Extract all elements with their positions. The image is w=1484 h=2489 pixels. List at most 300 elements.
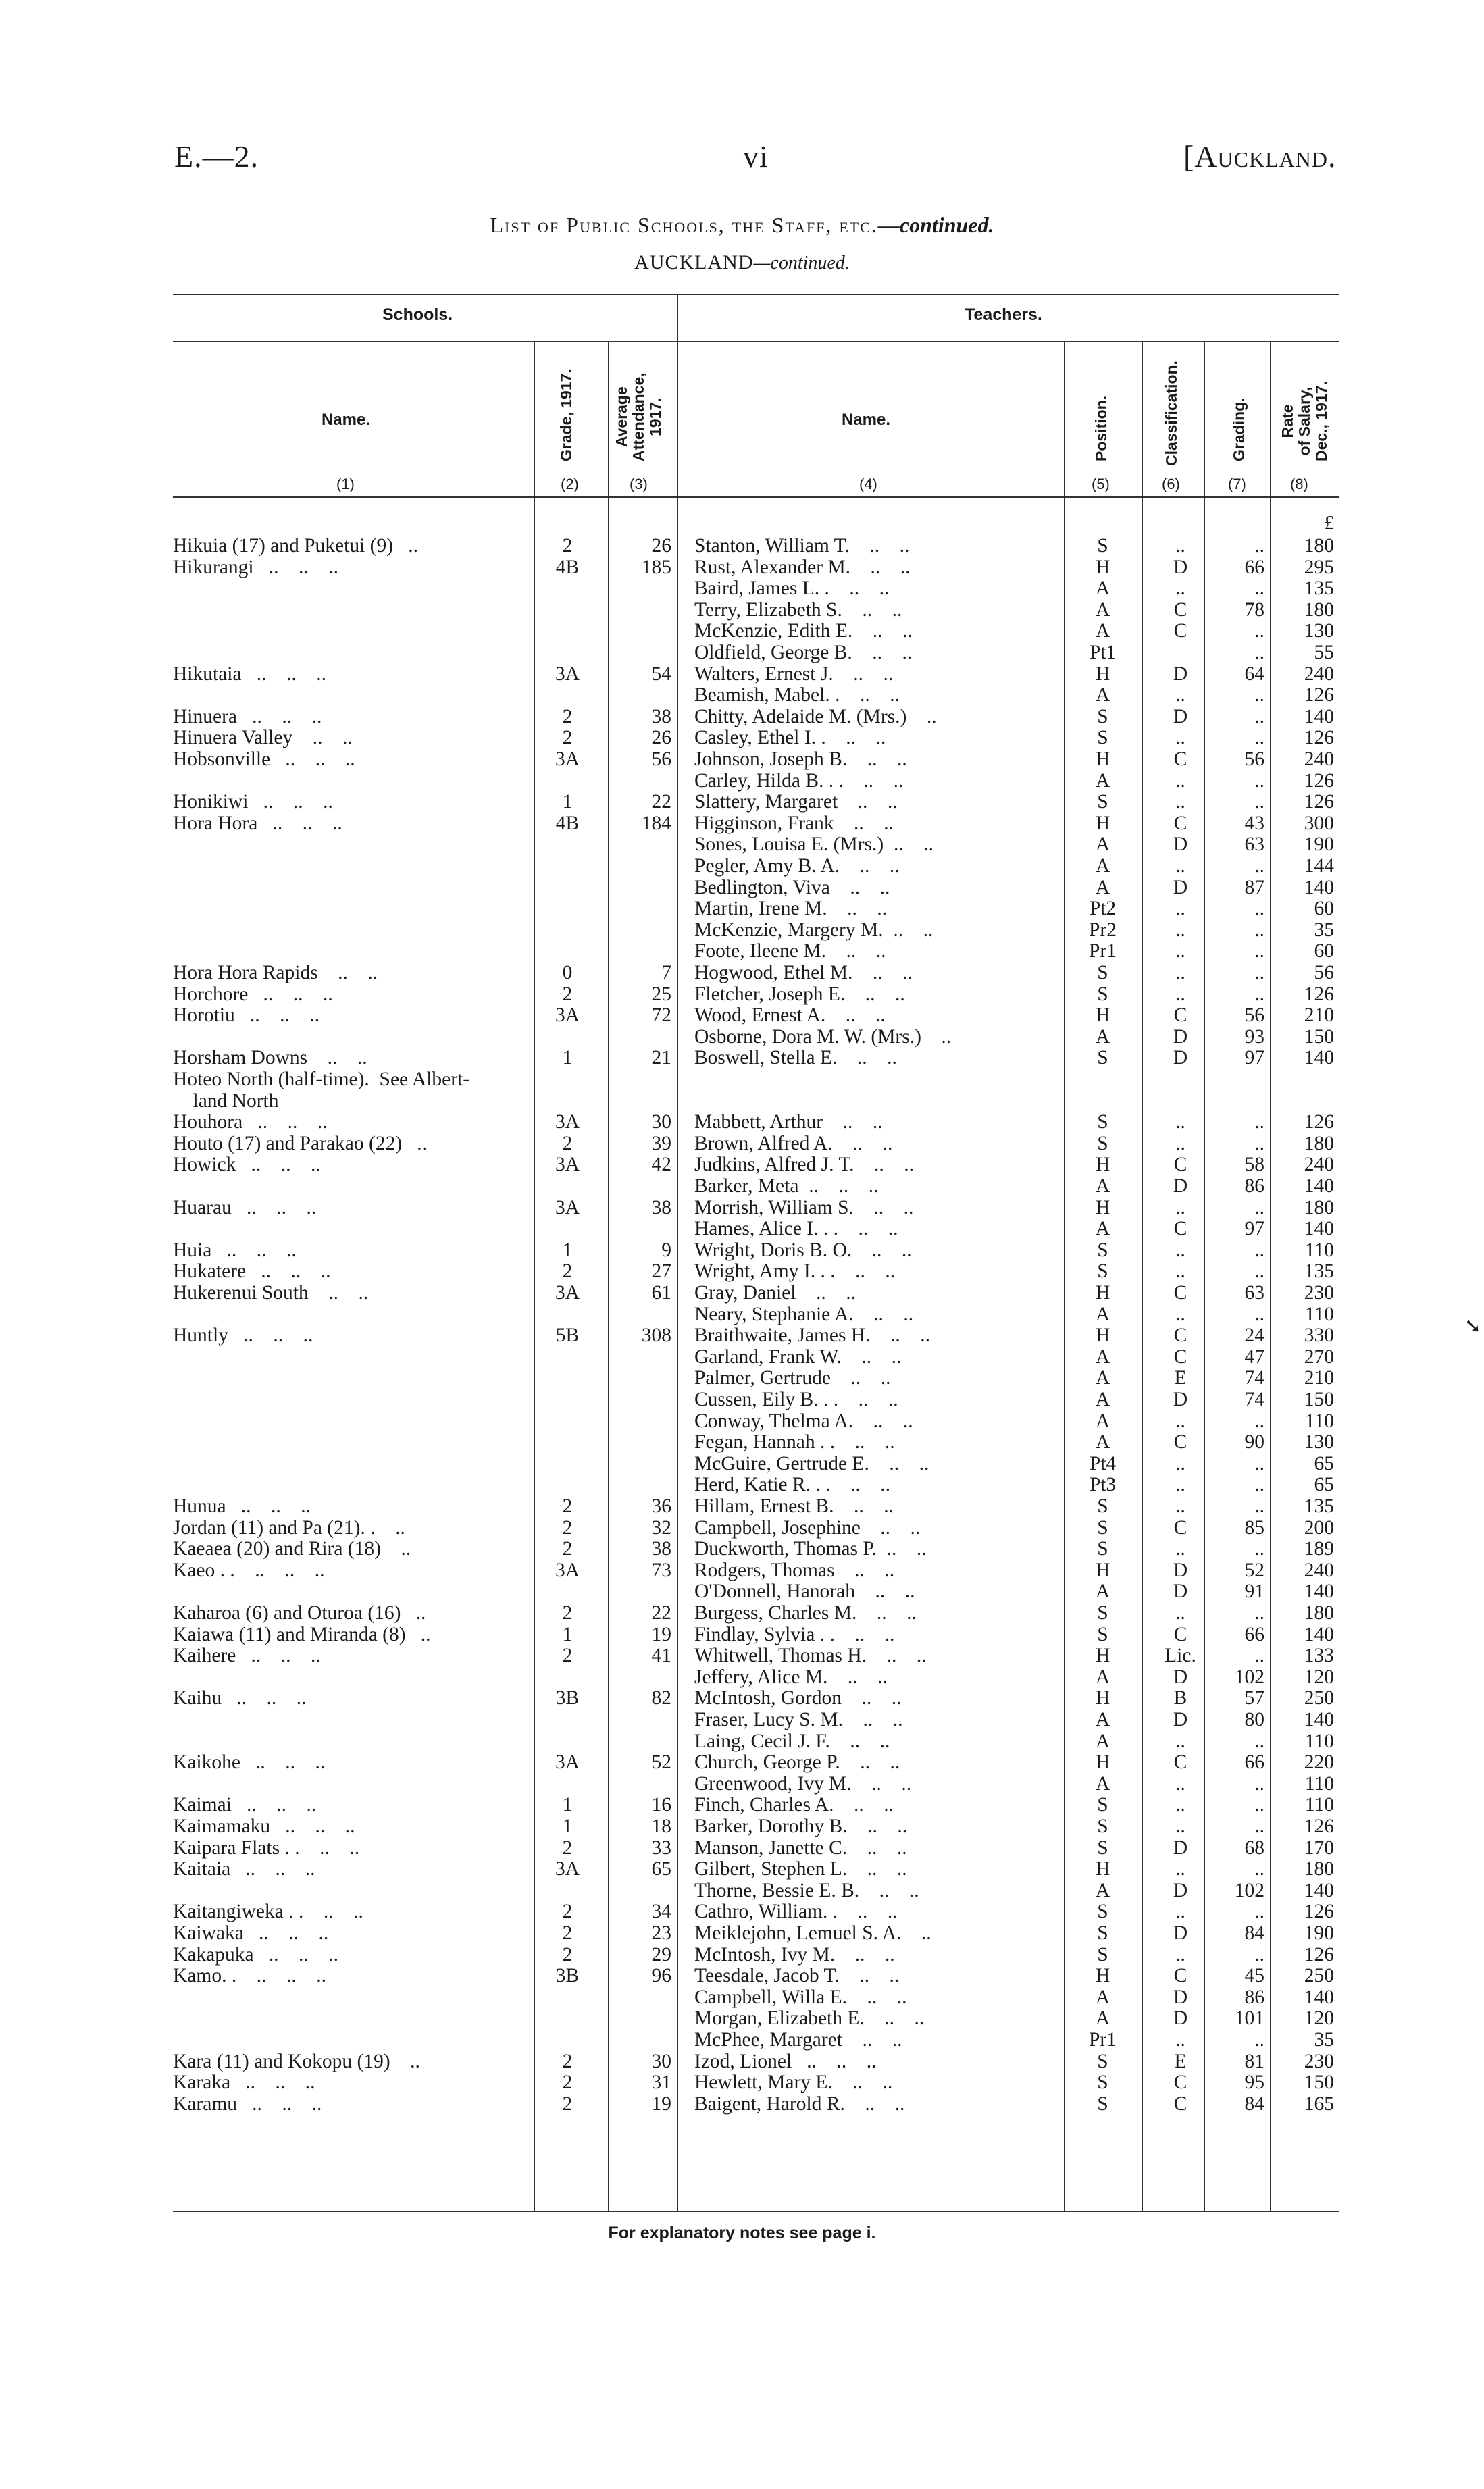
cell-position: S <box>1097 2072 1108 2094</box>
cell-salary: 140 <box>1304 1709 1334 1730</box>
cell-grade: 3A <box>555 1282 580 1304</box>
cell-salary: 135 <box>1304 1495 1334 1517</box>
cell-teacher-name: Walters, Ernest J. .. .. <box>694 663 894 685</box>
cell-attendance: 25 <box>651 983 671 1005</box>
col-attendance: Average Attendance, 1917. <box>613 372 664 461</box>
cell-teacher-name: Hewlett, Mary E. .. .. <box>694 2072 893 2094</box>
cell-teacher-name: Sones, Louisa E. (Mrs.) .. .. <box>694 833 933 856</box>
cell-position: A <box>1095 1025 1110 1048</box>
cell-grade: 2 <box>562 1260 573 1283</box>
cell-position: A <box>1095 1410 1110 1432</box>
cell-school-name: Houto (17) and Parakao (22) .. <box>173 1132 428 1154</box>
col-teacher-name: Name. <box>842 411 891 429</box>
cell-grading: 87 <box>1244 876 1264 898</box>
cell-position: A <box>1095 1581 1110 1603</box>
cell-school-name: Hora Hora .. .. .. <box>173 812 342 834</box>
cell-position: A <box>1095 1175 1110 1197</box>
cell-salary: 240 <box>1304 663 1334 685</box>
cell-grade: 2 <box>562 1922 573 1944</box>
cell-grading: .. <box>1254 2029 1264 2051</box>
cell-grading: 63 <box>1244 1282 1264 1304</box>
cell-position: S <box>1097 1922 1108 1944</box>
cell-salary: 135 <box>1304 1260 1334 1283</box>
cell-salary: 130 <box>1304 620 1334 642</box>
cell-position: S <box>1097 1047 1108 1069</box>
cell-classification: C <box>1173 1282 1187 1304</box>
cell-school-name: Hoteo North (half-time). See Albert- <box>173 1069 470 1090</box>
cell-salary: 133 <box>1304 1645 1334 1667</box>
cell-position: H <box>1095 1645 1110 1667</box>
cell-salary: 240 <box>1304 748 1334 770</box>
cell-school-name: Kaeo . . .. .. .. <box>173 1559 325 1581</box>
cell-school-name: Hikutaia .. .. .. <box>173 663 326 685</box>
cell-position: A <box>1095 578 1110 600</box>
cell-classification: C <box>1173 1431 1187 1454</box>
cell-attendance: 52 <box>651 1751 671 1774</box>
cell-position: S <box>1097 1495 1108 1517</box>
cell-salary: 330 <box>1304 1325 1334 1347</box>
cell-classification: C <box>1173 1325 1187 1347</box>
cell-attendance: 185 <box>641 556 671 578</box>
col-number: (7) <box>1228 476 1246 492</box>
cell-teacher-name: McKenzie, Margery M. .. .. <box>694 919 933 941</box>
cell-grade: 4B <box>555 812 580 834</box>
cell-teacher-name: Hillam, Ernest B. .. .. <box>694 1495 894 1517</box>
cell-teacher-name: Gray, Daniel .. .. <box>694 1282 856 1304</box>
col-number: (8) <box>1290 476 1308 492</box>
cell-grading: 86 <box>1244 1175 1264 1197</box>
cell-attendance: 19 <box>651 2093 671 2115</box>
cell-classification: .. <box>1175 962 1185 983</box>
cell-teacher-name: Church, George P. .. .. <box>694 1751 900 1774</box>
cell-classification: Lic. <box>1165 1645 1196 1667</box>
cell-teacher-name: McKenzie, Edith E. .. .. <box>694 620 913 642</box>
cell-teacher-name: Casley, Ethel I. . .. .. <box>694 727 886 749</box>
cell-grade: 3A <box>555 748 580 770</box>
col-number: (6) <box>1162 476 1180 492</box>
cell-grade: 2 <box>562 1901 573 1923</box>
cell-classification: E <box>1174 1367 1187 1389</box>
cell-classification: C <box>1173 812 1187 834</box>
cell-teacher-name: Mabbett, Arthur .. .. <box>694 1111 883 1133</box>
col-school-name: Name. <box>322 411 371 429</box>
cell-position: S <box>1097 1260 1108 1283</box>
cell-teacher-name: Jeffery, Alice M. .. .. <box>694 1666 888 1688</box>
cell-grading: .. <box>1254 1196 1264 1218</box>
cell-teacher-name: Rodgers, Thomas .. .. <box>694 1559 895 1581</box>
cell-grading: .. <box>1254 855 1264 877</box>
cell-salary: 126 <box>1304 727 1334 749</box>
cell-grading: .. <box>1254 1794 1264 1816</box>
cell-teacher-name: Fraser, Lucy S. M. .. .. <box>694 1709 903 1730</box>
cell-teacher-name: Pegler, Amy B. A. .. .. <box>694 855 900 877</box>
cell-salary: 250 <box>1304 1965 1334 1987</box>
cell-position: A <box>1095 2007 1110 2030</box>
cell-teacher-name: Thorne, Bessie E. B. .. .. <box>694 1879 919 1901</box>
cell-grade: 3A <box>555 1196 580 1218</box>
cell-school-name: Horchore .. .. .. <box>173 983 333 1005</box>
cell-teacher-name: Barker, Meta .. .. .. <box>694 1175 879 1197</box>
cell-school-name: Hukerenui South .. .. <box>173 1282 369 1304</box>
cell-position: S <box>1097 1239 1108 1261</box>
cell-classification: .. <box>1175 1816 1185 1837</box>
cell-teacher-name: Manson, Janette C. .. .. <box>694 1837 907 1859</box>
cell-classification: .. <box>1175 1132 1185 1154</box>
cell-grade: 3A <box>555 663 580 685</box>
cell-position: S <box>1097 2050 1108 2072</box>
cell-teacher-name: Chitty, Adelaide M. (Mrs.) .. <box>694 705 937 727</box>
cell-grade: 0 <box>562 962 573 983</box>
cell-school-name: Horotiu .. .. .. <box>173 1004 320 1027</box>
cell-position: S <box>1097 727 1108 749</box>
cell-teacher-name: Wright, Doris B. O. .. .. <box>694 1239 912 1261</box>
cell-teacher-name: Finch, Charles A. .. .. <box>694 1794 894 1816</box>
cell-grading: .. <box>1254 1410 1264 1432</box>
cell-position: A <box>1095 598 1110 621</box>
cell-classification: C <box>1173 1516 1187 1539</box>
cell-classification: .. <box>1175 1901 1185 1923</box>
cell-salary: 144 <box>1304 855 1334 877</box>
cell-classification: .. <box>1175 1410 1185 1432</box>
cell-classification: .. <box>1175 1794 1185 1816</box>
cell-teacher-name: Whitwell, Thomas H. .. .. <box>694 1645 927 1667</box>
cell-grading: 74 <box>1244 1389 1264 1410</box>
cell-classification: .. <box>1175 578 1185 600</box>
cell-teacher-name: Boswell, Stella E. .. .. <box>694 1047 897 1069</box>
cell-position: S <box>1097 2093 1108 2115</box>
cell-grading: 43 <box>1244 812 1264 834</box>
cell-salary: 126 <box>1304 684 1334 707</box>
cell-grading: .. <box>1254 1303 1264 1325</box>
cell-teacher-name: Wright, Amy I. . . .. .. <box>694 1260 896 1283</box>
cell-teacher-name: Braithwaite, James H. .. .. <box>694 1325 931 1347</box>
cell-salary: 220 <box>1304 1751 1334 1774</box>
cell-position: S <box>1097 791 1108 813</box>
cell-position: A <box>1095 855 1110 877</box>
cell-classification: C <box>1173 1345 1187 1368</box>
cell-school-name: Kaihu .. .. .. <box>173 1687 307 1710</box>
cell-teacher-name: Hames, Alice I. . . .. .. <box>694 1218 898 1240</box>
cell-grading: .. <box>1254 1858 1264 1880</box>
cell-salary: 65 <box>1314 1474 1334 1496</box>
col-salary: Rate of Salary, Dec., 1917. <box>1279 381 1330 461</box>
cell-classification: .. <box>1175 940 1185 963</box>
cell-grade: 3B <box>555 1965 580 1987</box>
cell-attendance: 41 <box>651 1645 671 1667</box>
cell-classification: C <box>1173 748 1187 770</box>
cell-attendance: 7 <box>661 962 671 983</box>
cell-grade: 2 <box>562 983 573 1005</box>
cell-grading: .. <box>1254 1495 1264 1517</box>
cell-school-name: Howick .. .. .. <box>173 1154 321 1176</box>
col-grade: Grade, 1917. <box>557 369 575 461</box>
cell-classification: D <box>1173 876 1188 898</box>
cell-school-name: Karamu .. .. .. <box>173 2093 322 2115</box>
cell-grading: 84 <box>1244 2093 1264 2115</box>
cell-classification: D <box>1173 1986 1188 2008</box>
cell-position: Pt4 <box>1089 1452 1117 1474</box>
cell-salary: 110 <box>1304 1730 1334 1752</box>
cell-classification: D <box>1173 1879 1188 1901</box>
cell-position: S <box>1097 983 1108 1005</box>
cell-grade: 2 <box>562 1943 573 1966</box>
cell-classification: C <box>1173 1751 1187 1774</box>
cell-grade: 2 <box>562 2093 573 2115</box>
cell-grading: .. <box>1254 1538 1264 1560</box>
col-number: (1) <box>336 476 355 492</box>
cell-classification: .. <box>1175 1260 1185 1283</box>
cell-grading: 66 <box>1244 556 1264 578</box>
cell-grade: 3A <box>555 1154 580 1176</box>
cell-attendance: 31 <box>651 2072 671 2094</box>
cell-grade: 2 <box>562 1837 573 1859</box>
cell-grading: .. <box>1254 1772 1264 1795</box>
cell-position: A <box>1095 1879 1110 1901</box>
cell-salary: 126 <box>1304 1943 1334 1966</box>
cell-position: H <box>1095 1751 1110 1774</box>
cell-school-name: Jordan (11) and Pa (21). . .. <box>173 1516 405 1539</box>
cell-attendance: 26 <box>651 727 671 749</box>
cell-teacher-name: Duckworth, Thomas P. .. .. <box>694 1538 927 1560</box>
cell-grading: 66 <box>1244 1751 1264 1774</box>
cell-grading: 56 <box>1244 748 1264 770</box>
cell-grading: .. <box>1254 620 1264 642</box>
cell-teacher-name: O'Donnell, Hanorah .. .. <box>694 1581 915 1603</box>
cell-salary: 130 <box>1304 1431 1334 1454</box>
cell-classification: D <box>1173 1709 1188 1730</box>
cell-teacher-name: Brown, Alfred A. .. .. <box>694 1132 893 1154</box>
cell-school-name: Kaihere .. .. .. <box>173 1645 321 1667</box>
cell-attendance: 9 <box>661 1239 671 1261</box>
cell-attendance: 38 <box>651 1538 671 1560</box>
cell-classification: E <box>1174 2050 1187 2072</box>
cell-classification: D <box>1173 1389 1188 1410</box>
cell-classification: .. <box>1175 1495 1185 1517</box>
cell-school-name: Kaitangiweka . . .. .. <box>173 1901 363 1923</box>
cell-grading: 66 <box>1244 1623 1264 1645</box>
cell-grading: 78 <box>1244 598 1264 621</box>
cell-school-name: land North <box>173 1089 279 1112</box>
cell-teacher-name: Carley, Hilda B. . . .. .. <box>694 769 904 792</box>
cell-position: S <box>1097 1111 1108 1133</box>
cell-salary: 120 <box>1304 1666 1334 1688</box>
cell-grading: .. <box>1254 578 1264 600</box>
cell-grade: 2 <box>562 1645 573 1667</box>
cell-teacher-name: McPhee, Margaret .. .. <box>694 2029 902 2051</box>
cell-grade: 3A <box>555 1559 580 1581</box>
cell-attendance: 65 <box>651 1858 671 1880</box>
cell-salary: 270 <box>1304 1345 1334 1368</box>
cell-grade: 3A <box>555 1858 580 1880</box>
cell-grade: 1 <box>562 1794 573 1816</box>
cell-position: S <box>1097 1538 1108 1560</box>
cell-school-name: Kaimamaku .. .. .. <box>173 1816 355 1837</box>
cell-classification: .. <box>1175 1474 1185 1496</box>
cell-salary: 110 <box>1304 1303 1334 1325</box>
cell-teacher-name: Findlay, Sylvia . . .. .. <box>694 1623 895 1645</box>
cell-classification: D <box>1173 1025 1188 1048</box>
rule-bottom <box>173 2211 1339 2212</box>
cell-grading: 97 <box>1244 1218 1264 1240</box>
cell-grading: .. <box>1254 1645 1264 1667</box>
cell-position: H <box>1095 1687 1110 1710</box>
cell-salary: 140 <box>1304 1218 1334 1240</box>
cell-classification: D <box>1173 1837 1188 1859</box>
cell-salary: 140 <box>1304 1581 1334 1603</box>
cell-teacher-name: Osborne, Dora M. W. (Mrs.) .. <box>694 1025 952 1048</box>
cell-school-name: Hikurangi .. .. .. <box>173 556 338 578</box>
cell-attendance: 73 <box>651 1559 671 1581</box>
cell-salary: 120 <box>1304 2007 1334 2030</box>
cell-school-name: Huntly .. .. .. <box>173 1325 313 1347</box>
col-position: Position. <box>1092 395 1110 461</box>
cell-classification: B <box>1173 1687 1187 1710</box>
cell-grading: .. <box>1254 1602 1264 1624</box>
cell-teacher-name: Meiklejohn, Lemuel S. A. .. <box>694 1922 931 1944</box>
cell-grading: .. <box>1254 962 1264 983</box>
cell-classification: .. <box>1175 855 1185 877</box>
cell-teacher-name: Bedlington, Viva .. .. <box>694 876 890 898</box>
cell-attendance: 23 <box>651 1922 671 1944</box>
cell-position: H <box>1095 1196 1110 1218</box>
cell-teacher-name: Rust, Alexander M. .. .. <box>694 556 911 578</box>
cell-position: H <box>1095 748 1110 770</box>
cell-teacher-name: McGuire, Gertrude E. .. .. <box>694 1452 929 1474</box>
cell-school-name: Hinuera Valley .. .. <box>173 727 353 749</box>
cell-attendance: 61 <box>651 1282 671 1304</box>
cell-salary: 190 <box>1304 1922 1334 1944</box>
cell-classification: D <box>1173 1581 1188 1603</box>
cell-position: A <box>1095 684 1110 707</box>
cell-grading: 84 <box>1244 1922 1264 1944</box>
cell-grading: .. <box>1254 684 1264 707</box>
cell-position: A <box>1095 1730 1110 1752</box>
col-number: (4) <box>859 476 877 492</box>
cell-classification: .. <box>1175 769 1185 792</box>
cell-teacher-name: Baigent, Harold R. .. .. <box>694 2093 905 2115</box>
footnote: For explanatory notes see page i. <box>608 2224 876 2242</box>
cell-grading: 56 <box>1244 1004 1264 1027</box>
cell-position: H <box>1095 1325 1110 1347</box>
cell-grading: .. <box>1254 1474 1264 1496</box>
cell-attendance: 16 <box>651 1794 671 1816</box>
cell-position: H <box>1095 1858 1110 1880</box>
cell-grading: .. <box>1254 1111 1264 1133</box>
cell-salary: 180 <box>1304 1196 1334 1218</box>
margin-arrow-icon: ➘ <box>1464 1315 1482 1337</box>
cell-salary: 165 <box>1304 2093 1334 2115</box>
cell-attendance: 36 <box>651 1495 671 1517</box>
cell-salary: 140 <box>1304 1879 1334 1901</box>
cell-teacher-name: Gilbert, Stephen L. .. .. <box>694 1858 907 1880</box>
cell-grading: .. <box>1254 1816 1264 1837</box>
cell-salary: 140 <box>1304 705 1334 727</box>
cell-grade: 2 <box>562 705 573 727</box>
cell-grading: .. <box>1254 1452 1264 1474</box>
col-number: (3) <box>630 476 648 492</box>
rule-top <box>173 294 1339 295</box>
cell-salary: 240 <box>1304 1559 1334 1581</box>
cell-position: Pr1 <box>1089 2029 1117 2051</box>
cell-position: A <box>1095 1367 1110 1389</box>
cell-grading: .. <box>1254 727 1264 749</box>
cell-grading: .. <box>1254 1260 1264 1283</box>
cell-position: H <box>1095 1282 1110 1304</box>
cell-teacher-name: Izod, Lionel .. .. .. <box>694 2050 877 2072</box>
cell-grade: 2 <box>562 727 573 749</box>
cell-salary: 210 <box>1304 1004 1334 1027</box>
cell-salary: 180 <box>1304 598 1334 621</box>
cell-school-name: Huia .. .. .. <box>173 1239 297 1261</box>
cell-attendance: 54 <box>651 663 671 685</box>
cell-classification: .. <box>1175 1452 1185 1474</box>
cell-attendance: 38 <box>651 1196 671 1218</box>
cell-attendance: 30 <box>651 2050 671 2072</box>
cell-classification: D <box>1173 1559 1188 1581</box>
cell-position: S <box>1097 535 1108 557</box>
cell-teacher-name: Teesdale, Jacob T. .. .. <box>694 1965 900 1987</box>
cell-school-name: Hora Hora Rapids .. .. <box>173 962 378 983</box>
cell-salary: 60 <box>1314 940 1334 963</box>
cell-position: H <box>1095 663 1110 685</box>
cell-salary: 140 <box>1304 876 1334 898</box>
cell-classification: .. <box>1175 1943 1185 1966</box>
cell-classification: C <box>1173 1154 1187 1176</box>
cell-grading: .. <box>1254 791 1264 813</box>
cell-grade: 3B <box>555 1687 580 1710</box>
cell-classification: .. <box>1175 684 1185 707</box>
cell-school-name: Karaka .. .. .. <box>173 2072 315 2094</box>
cell-grade: 2 <box>562 1602 573 1624</box>
cell-classification: C <box>1173 620 1187 642</box>
cell-grading: .. <box>1254 983 1264 1005</box>
cell-classification: C <box>1173 1004 1187 1027</box>
cell-attendance: 33 <box>651 1837 671 1859</box>
cell-attendance: 308 <box>641 1325 671 1347</box>
cell-classification: .. <box>1175 898 1185 920</box>
cell-salary: 230 <box>1304 2050 1334 2072</box>
rule-group <box>173 341 1339 342</box>
cell-position: A <box>1095 833 1110 856</box>
cell-salary: 180 <box>1304 1132 1334 1154</box>
cell-school-name: Hinuera .. .. .. <box>173 705 322 727</box>
district-label: [Auckland. <box>1183 139 1337 174</box>
cell-grading: 47 <box>1244 1345 1264 1368</box>
cell-salary: 140 <box>1304 1623 1334 1645</box>
cell-classification: .. <box>1175 2029 1185 2051</box>
cell-position: A <box>1095 1389 1110 1410</box>
group-schools: Schools. <box>382 305 453 324</box>
cell-grade: 3A <box>555 1111 580 1133</box>
cell-salary: 140 <box>1304 1175 1334 1197</box>
cell-teacher-name: Cathro, William. . .. .. <box>694 1901 898 1923</box>
cell-classification: .. <box>1175 919 1185 941</box>
cell-salary: 126 <box>1304 1111 1334 1133</box>
district-title: AUCKLAND—continued. <box>634 251 850 274</box>
cell-teacher-name: Morgan, Elizabeth E. .. .. <box>694 2007 925 2030</box>
cell-classification: C <box>1173 598 1187 621</box>
cell-position: A <box>1095 1218 1110 1240</box>
cell-grade: 4B <box>555 556 580 578</box>
cell-salary: 190 <box>1304 833 1334 856</box>
cell-attendance: 18 <box>651 1816 671 1837</box>
cell-school-name: Hobsonville .. .. .. <box>173 748 355 770</box>
cell-position: A <box>1095 876 1110 898</box>
cell-salary: 126 <box>1304 983 1334 1005</box>
cell-grade: 1 <box>562 1623 573 1645</box>
cell-salary: 126 <box>1304 1816 1334 1837</box>
cell-teacher-name: Campbell, Josephine .. .. <box>694 1516 921 1539</box>
